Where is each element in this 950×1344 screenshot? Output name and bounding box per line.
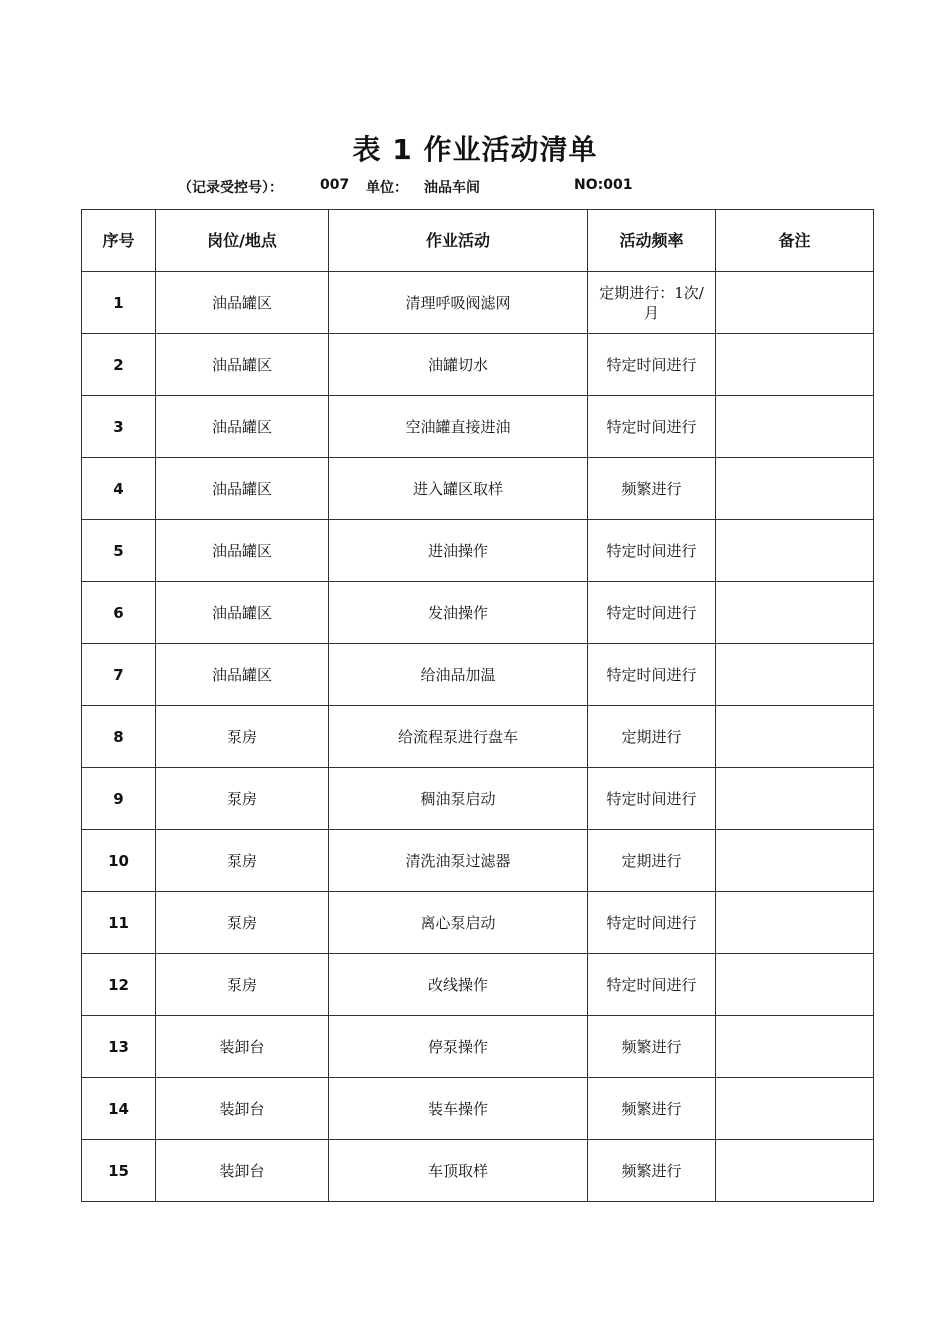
cell-no: 9: [82, 768, 156, 830]
activity-table: [81, 209, 874, 1202]
cell-note: [716, 1016, 874, 1078]
cell-activity: 清理呼吸阀滤网: [329, 272, 588, 334]
cell-location: 泵房: [156, 768, 329, 830]
cell-note: [716, 396, 874, 458]
cell-note: [716, 954, 874, 1016]
table-body: [82, 272, 874, 1202]
cell-no: 4: [82, 458, 156, 520]
cell-activity: 进入罐区取样: [329, 458, 588, 520]
cell-activity: 空油罐直接进油: [329, 396, 588, 458]
cell-no: 1: [82, 272, 156, 334]
document-number: NO:001: [574, 177, 633, 193]
cell-activity: 装车操作: [329, 1078, 588, 1140]
cell-note: [716, 334, 874, 396]
cell-frequency: 频繁进行: [588, 1078, 716, 1140]
cell-frequency: 频繁进行: [588, 458, 716, 520]
cell-frequency: 特定时间进行: [588, 644, 716, 706]
record-control-label: （记录受控号）：: [178, 180, 283, 196]
cell-location: 油品罐区: [156, 582, 329, 644]
table-row: [82, 396, 874, 458]
cell-note: [716, 892, 874, 954]
header-no: 序号: [82, 210, 156, 272]
unit-label: 单位：: [366, 180, 408, 196]
cell-frequency: 特定时间进行: [588, 582, 716, 644]
cell-note: [716, 582, 874, 644]
cell-no: 14: [82, 1078, 156, 1140]
cell-frequency: 定期进行：1次/月: [588, 272, 716, 334]
cell-no: 3: [82, 396, 156, 458]
cell-activity: 稠油泵启动: [329, 768, 588, 830]
cell-frequency: 特定时间进行: [588, 892, 716, 954]
table-header-row: [82, 210, 874, 272]
cell-location: 油品罐区: [156, 272, 329, 334]
table-row: [82, 1078, 874, 1140]
table-row: [82, 582, 874, 644]
table-row: [82, 706, 874, 768]
page-title: 表 1 作业活动清单: [352, 133, 598, 166]
cell-frequency: 特定时间进行: [588, 768, 716, 830]
cell-frequency: 定期进行: [588, 830, 716, 892]
cell-note: [716, 1140, 874, 1202]
cell-no: 10: [82, 830, 156, 892]
cell-activity: 停泵操作: [329, 1016, 588, 1078]
cell-note: [716, 272, 874, 334]
cell-location: 油品罐区: [156, 520, 329, 582]
cell-note: [716, 1078, 874, 1140]
table-row: [82, 272, 874, 334]
cell-no: 11: [82, 892, 156, 954]
cell-activity: 油罐切水: [329, 334, 588, 396]
table-row: [82, 520, 874, 582]
cell-note: [716, 830, 874, 892]
table-row: [82, 830, 874, 892]
table-row: [82, 954, 874, 1016]
cell-frequency: 特定时间进行: [588, 334, 716, 396]
cell-no: 6: [82, 582, 156, 644]
table-row: [82, 1016, 874, 1078]
cell-frequency: 定期进行: [588, 706, 716, 768]
cell-location: 油品罐区: [156, 396, 329, 458]
cell-location: 油品罐区: [156, 644, 329, 706]
cell-no: 12: [82, 954, 156, 1016]
record-meta: [0, 177, 950, 197]
cell-no: 15: [82, 1140, 156, 1202]
cell-frequency: 特定时间进行: [588, 396, 716, 458]
cell-no: 13: [82, 1016, 156, 1078]
cell-note: [716, 644, 874, 706]
cell-location: 油品罐区: [156, 334, 329, 396]
cell-note: [716, 768, 874, 830]
cell-no: 8: [82, 706, 156, 768]
cell-activity: 离心泵启动: [329, 892, 588, 954]
cell-activity: 给流程泵进行盘车: [329, 706, 588, 768]
cell-frequency: 特定时间进行: [588, 954, 716, 1016]
cell-location: 泵房: [156, 706, 329, 768]
cell-activity: 清洗油泵过滤器: [329, 830, 588, 892]
header-frequency: 活动频率: [588, 210, 716, 272]
cell-location: 油品罐区: [156, 458, 329, 520]
table-row: [82, 1140, 874, 1202]
cell-frequency: 频繁进行: [588, 1016, 716, 1078]
unit-value: 油品车间: [424, 180, 480, 196]
cell-frequency: 特定时间进行: [588, 520, 716, 582]
record-control-code: 007: [320, 177, 350, 193]
table-row: [82, 768, 874, 830]
header-activity: 作业活动: [329, 210, 588, 272]
cell-location: 装卸台: [156, 1140, 329, 1202]
cell-activity: 发油操作: [329, 582, 588, 644]
cell-activity: 车顶取样: [329, 1140, 588, 1202]
cell-no: 5: [82, 520, 156, 582]
cell-frequency: 频繁进行: [588, 1140, 716, 1202]
header-location: 岗位/地点: [156, 210, 329, 272]
cell-no: 7: [82, 644, 156, 706]
table-row: [82, 892, 874, 954]
cell-activity: 进油操作: [329, 520, 588, 582]
cell-activity: 给油品加温: [329, 644, 588, 706]
cell-location: 装卸台: [156, 1016, 329, 1078]
cell-activity: 改线操作: [329, 954, 588, 1016]
cell-location: 泵房: [156, 830, 329, 892]
cell-location: 泵房: [156, 954, 329, 1016]
cell-location: 装卸台: [156, 1078, 329, 1140]
table-row: [82, 334, 874, 396]
cell-no: 2: [82, 334, 156, 396]
cell-note: [716, 458, 874, 520]
header-note: 备注: [716, 210, 874, 272]
table-row: [82, 458, 874, 520]
cell-location: 泵房: [156, 892, 329, 954]
cell-note: [716, 520, 874, 582]
cell-note: [716, 706, 874, 768]
table-row: [82, 644, 874, 706]
